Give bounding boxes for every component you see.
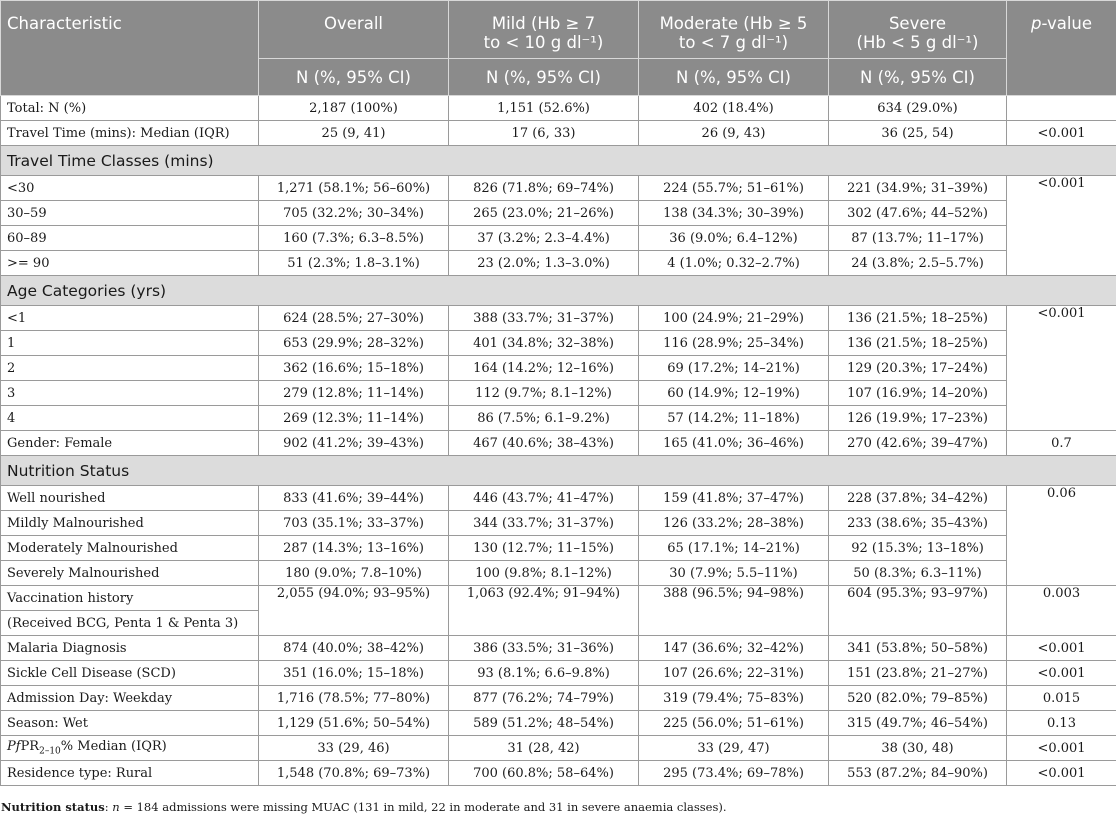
cell-mild: 164 (14.2%; 12–16%) <box>449 356 639 381</box>
cell-overall: 705 (32.2%; 30–34%) <box>259 201 449 226</box>
table-row <box>1 761 1116 786</box>
col-mild-line1: Mild (Hb ≥ 7 <box>491 14 596 33</box>
cell-mild: 112 (9.7%; 8.1–12%) <box>449 381 639 406</box>
cell-moderate: 295 (73.4%; 69–78%) <box>639 761 829 786</box>
cell-moderate: 126 (33.2%; 28–38%) <box>639 511 829 536</box>
col-mild-line2: to < 10 g dl⁻¹) <box>483 33 604 52</box>
table-row <box>1 226 1116 251</box>
cell-moderate: 57 (14.2%; 11–18%) <box>639 406 829 431</box>
row-label: 4 <box>1 406 259 431</box>
table-row <box>1 381 1116 406</box>
footnote-n: n <box>112 800 120 814</box>
row-label: Season: Wet <box>1 711 259 736</box>
pfpr-rest: % Median (IQR) <box>60 739 167 755</box>
pfpr-pr: PR <box>20 739 40 755</box>
col-pvalue-p: p <box>1030 14 1042 33</box>
table-row <box>1 586 1116 611</box>
cell-moderate: 107 (26.6%; 22–31%) <box>639 661 829 686</box>
cell-severe: 341 (53.8%; 50–58%) <box>829 636 1007 661</box>
cell-overall: 51 (2.3%; 1.8–3.1%) <box>259 251 449 276</box>
cell-moderate: 319 (79.4%; 75–83%) <box>639 686 829 711</box>
cell-mild: 130 (12.7%; 11–15%) <box>449 536 639 561</box>
cell-overall: 269 (12.3%; 11–14%) <box>259 406 449 431</box>
cell-overall: 703 (35.1%; 33–37%) <box>259 511 449 536</box>
row-label: >= 90 <box>1 251 259 276</box>
cell-moderate: 116 (28.9%; 25–34%) <box>639 331 829 356</box>
cell-severe: 24 (3.8%; 2.5–5.7%) <box>829 251 1007 276</box>
section-travel-time-classes: Travel Time Classes (mins) <box>1 146 1116 176</box>
table-row <box>1 176 1116 201</box>
cell-severe: 38 (30, 48) <box>829 736 1007 761</box>
row-label: Well nourished <box>1 486 259 511</box>
cell-severe: 604 (95.3%; 93–97%) <box>829 586 1007 636</box>
subheader-mild: N (%, 95% CI) <box>449 59 639 96</box>
cell-moderate: 100 (24.9%; 21–29%) <box>639 306 829 331</box>
table-row <box>1 711 1116 736</box>
row-label: Gender: Female <box>1 431 259 456</box>
row-label: Severely Malnourished <box>1 561 259 586</box>
cell-pvalue: 0.13 <box>1007 711 1116 736</box>
cell-severe: 553 (87.2%; 84–90%) <box>829 761 1007 786</box>
cell-overall: 160 (7.3%; 6.3–8.5%) <box>259 226 449 251</box>
cell-pvalue: 0.7 <box>1007 431 1116 456</box>
row-label: 1 <box>1 331 259 356</box>
table-row <box>1 561 1116 586</box>
cell-severe: 634 (29.0%) <box>829 96 1007 121</box>
cell-moderate: 4 (1.0%; 0.32–2.7%) <box>639 251 829 276</box>
table-row <box>1 306 1116 331</box>
subheader-moderate: N (%, 95% CI) <box>639 59 829 96</box>
row-label: 60–89 <box>1 226 259 251</box>
cell-mild: 1,063 (92.4%; 91–94%) <box>449 586 639 636</box>
section-nutrition-status: Nutrition Status <box>1 456 1116 486</box>
cell-mild: 388 (33.7%; 31–37%) <box>449 306 639 331</box>
table-row <box>1 511 1116 536</box>
cell-pvalue: 0.015 <box>1007 686 1116 711</box>
cell-pvalue: <0.001 <box>1007 121 1116 146</box>
cell-severe: 126 (19.9%; 17–23%) <box>829 406 1007 431</box>
cell-overall: 1,129 (51.6%; 50–54%) <box>259 711 449 736</box>
col-severe <box>829 1 1007 59</box>
cell-mild: 86 (7.5%; 6.1–9.2%) <box>449 406 639 431</box>
cell-overall: 362 (16.6%; 15–18%) <box>259 356 449 381</box>
cell-overall: 833 (41.6%; 39–44%) <box>259 486 449 511</box>
subheader-overall: N (%, 95% CI) <box>259 59 449 96</box>
table-row <box>1 431 1116 456</box>
footnote <box>1 800 727 814</box>
col-moderate <box>639 1 829 59</box>
cell-overall: 624 (28.5%; 27–30%) <box>259 306 449 331</box>
cell-moderate: 26 (9, 43) <box>639 121 829 146</box>
table-row <box>1 121 1116 146</box>
cell-overall: 351 (16.0%; 15–18%) <box>259 661 449 686</box>
row-label: Residence type: Rural <box>1 761 259 786</box>
cell-mild: 31 (28, 42) <box>449 736 639 761</box>
col-pvalue-rest: -value <box>1041 14 1093 33</box>
row-label: 3 <box>1 381 259 406</box>
cell-moderate: 33 (29, 47) <box>639 736 829 761</box>
cell-mild: 100 (9.8%; 8.1–12%) <box>449 561 639 586</box>
col-characteristic: Characteristic <box>1 1 259 96</box>
row-label: Admission Day: Weekday <box>1 686 259 711</box>
cell-mild: 401 (34.8%; 32–38%) <box>449 331 639 356</box>
cell-moderate: 30 (7.9%; 5.5–11%) <box>639 561 829 586</box>
table-row <box>1 96 1116 121</box>
cell-mild: 589 (51.2%; 48–54%) <box>449 711 639 736</box>
cell-overall: 1,716 (78.5%; 77–80%) <box>259 686 449 711</box>
cell-severe: 36 (25, 54) <box>829 121 1007 146</box>
cell-overall: 279 (12.8%; 11–14%) <box>259 381 449 406</box>
table-row <box>1 406 1116 431</box>
cell-mild: 17 (6, 33) <box>449 121 639 146</box>
row-label: Moderately Malnourished <box>1 536 259 561</box>
cell-overall: 653 (29.9%; 28–32%) <box>259 331 449 356</box>
cell-severe: 302 (47.6%; 44–52%) <box>829 201 1007 226</box>
cell-mild: 446 (43.7%; 41–47%) <box>449 486 639 511</box>
cell-severe: 151 (23.8%; 21–27%) <box>829 661 1007 686</box>
col-severe-line1: Severe <box>888 14 947 33</box>
cell-mild: 467 (40.6%; 38–43%) <box>449 431 639 456</box>
pfpr-pf: Pf <box>7 739 21 755</box>
cell-moderate: 165 (41.0%; 36–46%) <box>639 431 829 456</box>
cell-moderate: 65 (17.1%; 14–21%) <box>639 536 829 561</box>
table-row <box>1 486 1116 511</box>
cell-pvalue: <0.001 <box>1007 636 1116 661</box>
row-label: <30 <box>1 176 259 201</box>
table-row <box>1 636 1116 661</box>
col-moderate-line1: Moderate (Hb ≥ 5 <box>659 14 808 33</box>
cell-pvalue: <0.001 <box>1007 736 1116 761</box>
cell-moderate: 60 (14.9%; 12–19%) <box>639 381 829 406</box>
cell-mild: 1,151 (52.6%) <box>449 96 639 121</box>
cell-pvalue: <0.001 <box>1007 306 1116 431</box>
cell-moderate: 402 (18.4%) <box>639 96 829 121</box>
row-label: 30–59 <box>1 201 259 226</box>
cell-severe: 107 (16.9%; 14–20%) <box>829 381 1007 406</box>
cell-pvalue <box>1007 96 1116 121</box>
cell-mild: 700 (60.8%; 58–64%) <box>449 761 639 786</box>
cell-moderate: 159 (41.8%; 37–47%) <box>639 486 829 511</box>
row-label: Vaccination history <box>1 586 259 611</box>
row-label <box>1 736 259 761</box>
cell-pvalue: <0.001 <box>1007 761 1116 786</box>
cell-overall: 874 (40.0%; 38–42%) <box>259 636 449 661</box>
cell-severe: 233 (38.6%; 35–43%) <box>829 511 1007 536</box>
table-row <box>1 331 1116 356</box>
cell-severe: 136 (21.5%; 18–25%) <box>829 331 1007 356</box>
cell-severe: 129 (20.3%; 17–24%) <box>829 356 1007 381</box>
section-row <box>1 276 1116 306</box>
cell-overall: 2,187 (100%) <box>259 96 449 121</box>
table-row <box>1 686 1116 711</box>
cell-severe: 315 (49.7%; 46–54%) <box>829 711 1007 736</box>
cell-mild: 344 (33.7%; 31–37%) <box>449 511 639 536</box>
cell-moderate: 36 (9.0%; 6.4–12%) <box>639 226 829 251</box>
cell-overall: 1,271 (58.1%; 56–60%) <box>259 176 449 201</box>
table-row <box>1 251 1116 276</box>
cell-mild: 877 (76.2%; 74–79%) <box>449 686 639 711</box>
footnote-sep: : <box>104 800 113 814</box>
col-mild <box>449 1 639 59</box>
header-row <box>1 1 1116 59</box>
row-label: (Received BCG, Penta 1 & Penta 3) <box>1 611 259 636</box>
cell-moderate: 225 (56.0%; 51–61%) <box>639 711 829 736</box>
subheader-severe: N (%, 95% CI) <box>829 59 1007 96</box>
cell-overall: 2,055 (94.0%; 93–95%) <box>259 586 449 636</box>
cell-severe: 87 (13.7%; 11–17%) <box>829 226 1007 251</box>
cell-severe: 520 (82.0%; 79–85%) <box>829 686 1007 711</box>
cell-mild: 265 (23.0%; 21–26%) <box>449 201 639 226</box>
cell-severe: 228 (37.8%; 34–42%) <box>829 486 1007 511</box>
cell-mild: 93 (8.1%; 6.6–9.8%) <box>449 661 639 686</box>
row-label: Mildly Malnourished <box>1 511 259 536</box>
cell-mild: 23 (2.0%; 1.3–3.0%) <box>449 251 639 276</box>
cell-overall: 902 (41.2%; 39–43%) <box>259 431 449 456</box>
col-pvalue <box>1007 1 1116 96</box>
cell-mild: 826 (71.8%; 69–74%) <box>449 176 639 201</box>
cell-severe: 221 (34.9%; 31–39%) <box>829 176 1007 201</box>
section-age-categories: Age Categories (yrs) <box>1 276 1116 306</box>
table-row <box>1 736 1116 761</box>
cell-overall: 287 (14.3%; 13–16%) <box>259 536 449 561</box>
cell-severe: 50 (8.3%; 6.3–11%) <box>829 561 1007 586</box>
footnote-bold: Nutrition status <box>1 800 105 814</box>
pfpr-sub: 2–10 <box>39 746 61 757</box>
cell-moderate: 388 (96.5%; 94–98%) <box>639 586 829 636</box>
cell-overall: 180 (9.0%; 7.8–10%) <box>259 561 449 586</box>
cell-mild: 37 (3.2%; 2.3–4.4%) <box>449 226 639 251</box>
cell-pvalue: <0.001 <box>1007 661 1116 686</box>
row-label: Sickle Cell Disease (SCD) <box>1 661 259 686</box>
cell-moderate: 147 (36.6%; 32–42%) <box>639 636 829 661</box>
row-label: Total: N (%) <box>1 96 259 121</box>
cell-moderate: 224 (55.7%; 51–61%) <box>639 176 829 201</box>
cell-pvalue: 0.003 <box>1007 586 1116 636</box>
cell-severe: 136 (21.5%; 18–25%) <box>829 306 1007 331</box>
cell-overall: 33 (29, 46) <box>259 736 449 761</box>
table-row <box>1 536 1116 561</box>
cell-moderate: 69 (17.2%; 14–21%) <box>639 356 829 381</box>
cell-mild: 386 (33.5%; 31–36%) <box>449 636 639 661</box>
section-row <box>1 146 1116 176</box>
cell-severe: 270 (42.6%; 39–47%) <box>829 431 1007 456</box>
cell-pvalue: <0.001 <box>1007 176 1116 276</box>
col-moderate-line2: to < 7 g dl⁻¹) <box>678 33 789 52</box>
row-label: <1 <box>1 306 259 331</box>
table-row <box>1 661 1116 686</box>
footnote-text: = 184 admissions were missing MUAC (131 in mild, 22 in moderate and 31 in severe anaemia classes). <box>119 800 727 814</box>
table-row <box>1 201 1116 226</box>
cell-severe: 92 (15.3%; 13–18%) <box>829 536 1007 561</box>
row-label: 2 <box>1 356 259 381</box>
col-severe-line2: (Hb < 5 g dl⁻¹) <box>856 33 979 52</box>
cell-moderate: 138 (34.3%; 30–39%) <box>639 201 829 226</box>
cell-pvalue: 0.06 <box>1007 486 1116 586</box>
cell-overall: 25 (9, 41) <box>259 121 449 146</box>
table-row <box>1 356 1116 381</box>
col-overall: Overall <box>259 1 449 59</box>
row-label: Malaria Diagnosis <box>1 636 259 661</box>
cell-overall: 1,548 (70.8%; 69–73%) <box>259 761 449 786</box>
section-row <box>1 456 1116 486</box>
row-label: Travel Time (mins): Median (IQR) <box>1 121 259 146</box>
